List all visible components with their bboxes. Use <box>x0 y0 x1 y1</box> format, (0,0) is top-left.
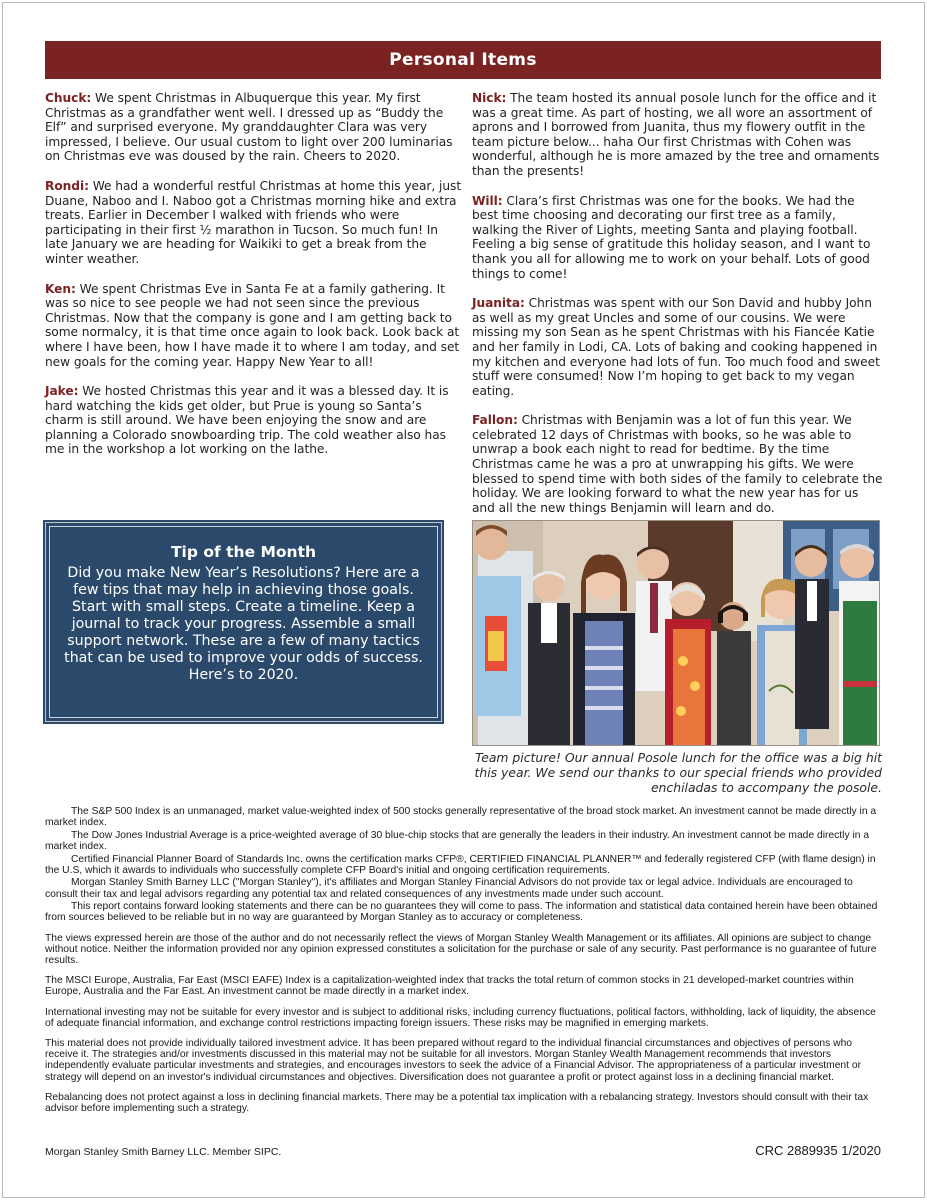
tip-title: Tip of the Month <box>170 543 317 561</box>
disclaimer-views: The views expressed herein are those of the author and do not necessarily reflect the views of Morgan Stanley Wealth Management or its affiliates. All opinions are subject to change without notice. Neither the information provided nor any opinion expressed constitutes a solicitation for the purchase or sale of any security. Past performance is no guarantee of future results. <box>45 932 877 966</box>
entry-ken <box>45 282 463 370</box>
disclaimer-msci-eafe: The MSCI Europe, Australia, Far East (MSCI EAFE) Index is a capitalization-weighted index that tracks the total return of common stocks in 21 developed-market countries within Europe, Australia and the Far East. An investment cannot be made directly in a market index. <box>45 975 854 998</box>
disclaimer-tax-legal: Morgan Stanley Smith Barney LLC ("Morgan Stanley"), it's affiliates and Morgan Stanley Financial Advisors do not provide tax or legal advice. Individuals are encouraged to consult their tax and legal advisors regarding any potential tax and related consequences of any investments made under such account. <box>45 877 853 900</box>
tip-body: Did you make New Year’s Resolutions? Here are a few tips that may help in achieving those goals. Start with small steps. Create a timeline. Keep a journal to track your progress. Assemble a small support network. These are a few of many tactics that can be used to improve your odds of success. Here’s to 2020. <box>64 565 423 683</box>
entry-name: Nick: <box>472 91 507 105</box>
disclaimer-block <box>45 806 881 1116</box>
entry-rondi <box>45 179 463 267</box>
entry-will <box>472 194 884 282</box>
entry-juanita <box>472 296 884 398</box>
entry-name: Will: <box>472 193 503 208</box>
entry-nick <box>472 91 884 179</box>
footer-crc-code: CRC 2889935 1/2020 <box>755 1143 881 1158</box>
entry-name: Juanita: <box>472 296 525 311</box>
entry-text: The team hosted its annual posole lunch for the office and it was a great time. As part of hosting, we all wore an assortment of aprons and I borrowed from Juanita, thus my flowery outfit in the team picture below... haha Our first Christmas with Cohen was wonderful, although he is more amazed by the tree and ornaments than the presents! <box>472 91 880 178</box>
entry-name: Fallon: <box>472 413 518 428</box>
entry-name: Jake: <box>45 384 79 399</box>
entry-name: Ken: <box>45 281 76 296</box>
disclaimer-tailored-advice: This material does not provide individually tailored investment advice. It has been prepared without regard to the individual financial circumstances and objectives of persons who receive it. The strategies and/or investments discussed in this material may not be suitable for all investors. Morgan Stanley Wealth Management recommends that investors independently evaluate particular investments and strategies, and encourages investors to seek the advice of a Financial Advisor. The appropriateness of a particular investment or strategy will depend on an investor's individual circumstances and objectives. Diversification does not guarantee a profit or protect against loss in a declining financial market. <box>45 1038 862 1083</box>
photo-caption: Team picture! Our annual Posole lunch for the office was a big hit this year. We send our thanks to our special friends who provided enchiladas to accompany the posole. <box>474 750 882 796</box>
entry-text: Clara’s first Christmas was one for the books. We had the best time choosing and decorating our first tree as a family, walking the River of Lights, meeting Santa and playing football. Feeling a big sense of gratitude this holiday season, and I want to thank you all for allowing me to work on your behalf. Lots of good things to come! <box>472 193 871 281</box>
disclaimer-forward-looking: This report contains forward looking statements and there can be no guarantees they will come to pass. The information and statistical data contained herein have been obtained from sources believed to be reliable but in no way are guaranteed by Morgan Stanley as to accuracy or completeness. <box>45 901 878 924</box>
tip-of-the-month-box <box>45 522 442 722</box>
entry-fallon <box>472 413 884 515</box>
entry-name: Chuck: <box>45 91 92 105</box>
section-banner <box>45 41 881 79</box>
entry-text: We had a wonderful restful Christmas at home this year, just Duane, Naboo and I. Naboo got a Christmas morning hike and extra treats. Earlier in December I walked with friends who were participating in their first ½ marathon in Tucson. So much fun! In late January we are heading for Waikiki to get a break from the winter weather. <box>45 178 462 266</box>
right-column <box>472 91 884 530</box>
entry-text: Christmas with Benjamin was a lot of fun this year. We celebrated 12 days of Christmas with books, so he was able to unwrap a book each night to read for bedtime. By the time Christmas came he was a pro at unwrapping his gifts. We were blessed to spend time with both sides of the family to celebrate the holiday. We are looking forward to what the new year has for us and all the new things Benjamin will learn and do. <box>472 413 883 515</box>
tip-inner-frame <box>49 526 438 718</box>
disclaimer-sp500: The S&P 500 Index is an unmanaged, market value-weighted index of 500 stocks generally representative of the broad stock market. An investment cannot be made directly in a market index. <box>45 806 877 829</box>
entry-text: We spent Christmas Eve in Santa Fe at a family gathering. It was so nice to see people we had not seen since the previous Christmas. Now that the company is gone and I am getting back to some normalcy, it is that time once again to look back. Look back at where I have been, how I have made it to where I am today, and set new goals for the coming year. Happy New Year to all! <box>45 281 460 369</box>
disclaimer-rebalancing: Rebalancing does not protect against a loss in declining financial markets. There may be a potential tax implication with a rebalancing strategy. Investors should consult with their tax advisor before implementing such a strategy. <box>45 1091 869 1115</box>
entry-jake <box>45 384 463 457</box>
entry-text: We hosted Christmas this year and it was a blessed day. It is hard watching the kids get older, but Prue is young so Santa’s charm is still around. We have been enjoying the snow and are planning a Colorado snowboarding trip. The cold weather also has me in the workshop a lot working on the lathe. <box>45 384 449 457</box>
entry-name: Rondi: <box>45 178 89 193</box>
disclaimer-international: International investing may not be suitable for every investor and is subject to additional risks, including currency fluctuations, political factors, withholding, lack of liquidity, the absence of adequate financial information, and exchange control restrictions impacting foreign issuers. These risks may be magnified in emerging markets. <box>45 1006 876 1029</box>
section-title: Personal Items <box>389 50 537 70</box>
entry-chuck <box>45 91 463 164</box>
disclaimer-cfp: Certified Financial Planner Board of Standards Inc. owns the certification marks CFP®, CERTIFIED FINANCIAL PLANNER™ and federally registered CFP (with flame design) in the U.S, which it awards to individuals who successfully complete CFP Board's initial and ongoing certification requirements. <box>45 853 876 876</box>
entry-text: We spent Christmas in Albuquerque this year. My first Christmas as a grandfather went well. I dressed up as “Buddy the Elf” and surprised everyone. My granddaughter Clara was very impressed, I believe. Our usual custom to light over 200 luminarias on Christmas eve was doused by the rain. Cheers to 2020. <box>45 91 453 164</box>
disclaimer-dow-jones: The Dow Jones Industrial Average is a price-weighted average of 30 blue-chip stocks that are generally the leaders in their industry. An investment cannot be made directly in a market index. <box>45 829 870 852</box>
entry-text: Christmas was spent with our Son David and hubby John as well as my great Uncles and some of our cousins. We were missing my son Sean as he spent Christmas with his Fiancée Katie and her family in Lodi, CA. Lots of baking and cooking happened in my kitchen and everyone had lots of fun. Too much food and sweet stuff were consumed! Now I’m hoping to get back to my vegan eating. <box>472 296 880 398</box>
team-photo <box>472 520 880 746</box>
footer-member-sipc: Morgan Stanley Smith Barney LLC. Member SIPC. <box>45 1146 282 1158</box>
left-column <box>45 91 463 472</box>
team-photo-illustration <box>473 521 880 746</box>
